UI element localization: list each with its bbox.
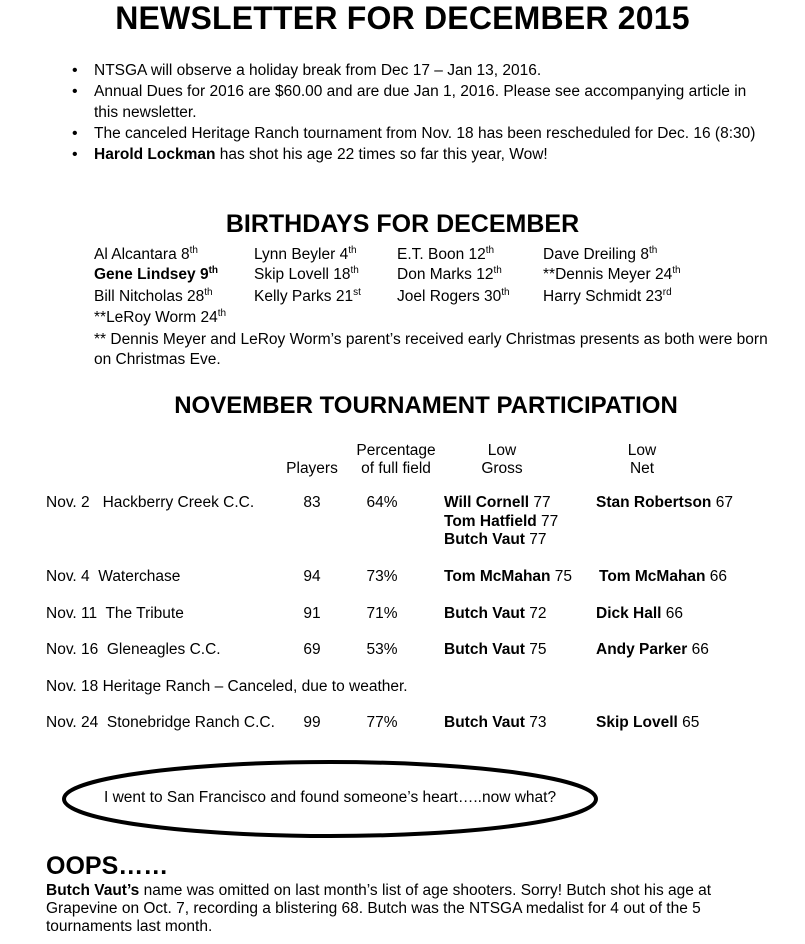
- birthday-name: Don Marks 12: [397, 266, 494, 283]
- player-name: Butch Vaut: [444, 531, 525, 548]
- canceled-note: Nov. 18 Heritage Ranch – Canceled, due to weather.: [46, 678, 408, 695]
- score: 75: [550, 568, 573, 585]
- score: 77: [536, 512, 559, 530]
- player-name: Tom McMahan: [444, 568, 551, 585]
- player-name: Butch Vaut: [444, 714, 525, 731]
- players-header: Players: [286, 460, 338, 477]
- event-cell: Nov. 16 Gleneagles C.C.: [46, 641, 221, 658]
- low-net-cell: [596, 714, 699, 732]
- player-name: Will Cornell: [444, 494, 530, 511]
- score: 66: [687, 641, 709, 658]
- low-gross-cell: [444, 641, 547, 659]
- birthday-note: ** Dennis Meyer and LeRoy Worm’s parent’s received early Christmas presents as both were born on Christmas Eve.: [94, 331, 768, 368]
- birthday-name: Joel Rogers 30: [397, 288, 502, 305]
- ordinal-suffix: th: [672, 264, 681, 276]
- percentage-cell: 73%: [366, 568, 398, 585]
- percentage-cell: 71%: [366, 605, 398, 622]
- player-name: Tom Hatfield: [444, 512, 537, 530]
- ordinal-suffix: th: [208, 264, 219, 276]
- player-name: Stan Robertson: [596, 494, 712, 511]
- oops-body: Butch Vaut’s name was omitted on last month’s list of age shooters. Sorry! Butch shot his age at Grapevine on Oct. 7, recording a blistering 68. Butch was the NTSGA medalist for 4 out of the 5 tournaments last month.: [46, 882, 712, 935]
- event-cell: Nov. 2 Hackberry Creek C.C.: [46, 494, 255, 511]
- birthday-name: Skip Lovell 18: [254, 266, 351, 283]
- birthday-entry: [397, 288, 510, 306]
- ordinal-suffix: th: [501, 286, 510, 298]
- birthday-entry: [254, 246, 357, 264]
- birthday-name: **Dennis Meyer 24: [543, 266, 673, 283]
- player-name: Tom McMahan: [599, 568, 706, 585]
- low-gross-cell: [444, 513, 558, 531]
- birthdays-heading: BIRTHDAYS FOR DECEMBER: [225, 210, 580, 238]
- announcement-item: • NTSGA will observe a holiday break from Dec 17 – Jan 13, 2016.: [72, 60, 762, 81]
- announcement-item: • The canceled Heritage Ranch tournament from Nov. 18 has been rescheduled for Dec. 16 (8:30): [72, 123, 762, 144]
- event-cell: Nov. 11 The Tribute: [46, 605, 184, 622]
- percentage-cell: 64%: [366, 494, 398, 511]
- ordinal-suffix: th: [348, 244, 357, 256]
- birthday-entry: [543, 266, 681, 284]
- oops-heading: OOPS……: [46, 852, 169, 880]
- low-gross-cell: [444, 605, 547, 623]
- ordinal-suffix: st: [353, 286, 361, 298]
- players-cell: 83: [303, 494, 321, 511]
- birthday-name: Al Alcantara 8: [94, 246, 190, 263]
- event-cell: Nov. 4 Waterchase: [46, 568, 181, 585]
- percentage-cell: 77%: [366, 714, 398, 731]
- ordinal-suffix: th: [204, 286, 213, 298]
- low-net-cell: [596, 605, 683, 623]
- score: 75: [524, 641, 547, 658]
- birthday-entry: [94, 309, 226, 327]
- low-net-cell: [599, 568, 727, 586]
- low-net-header: Low Net: [627, 442, 657, 477]
- low-gross-cell: [444, 494, 551, 512]
- birthday-entry: [397, 266, 502, 284]
- birthday-name: Lynn Beyler 4: [254, 246, 349, 263]
- birthday-entry: [94, 246, 198, 264]
- score: 66: [705, 568, 728, 585]
- low-gross-cell: [444, 568, 572, 586]
- newsletter-title: NEWSLETTER FOR DECEMBER 2015: [115, 0, 690, 36]
- score: 77: [529, 494, 551, 511]
- birthday-entry: [543, 246, 657, 264]
- birthday-entry: [543, 288, 672, 306]
- score: 66: [661, 605, 684, 622]
- birthday-entry: [254, 288, 361, 306]
- low-net-cell: [596, 641, 709, 659]
- score: 72: [524, 605, 547, 622]
- ordinal-suffix: th: [350, 264, 359, 276]
- low-gross-cell: [444, 531, 547, 549]
- birthday-name: **LeRoy Worm 24: [94, 309, 218, 326]
- player-name: Skip Lovell: [596, 714, 678, 731]
- low-gross-header: Low Gross: [481, 442, 523, 477]
- announcement-item: • Annual Dues for 2016 are $60.00 and are due Jan 1, 2016. Please see accompanying article in this newsletter.: [72, 81, 762, 123]
- percentage-header: Percentage of full field: [356, 442, 436, 477]
- low-gross-cell: [444, 714, 547, 732]
- birthday-name: Harry Schmidt 23: [543, 288, 663, 305]
- birthday-entry: [397, 246, 494, 264]
- announcement-item: • Harold Lockman has shot his age 22 times so far this year, Wow!: [72, 144, 762, 165]
- birthday-entry: [254, 266, 359, 284]
- ordinal-suffix: th: [648, 244, 658, 256]
- ordinal-suffix: th: [493, 264, 502, 276]
- score: 65: [677, 714, 700, 731]
- birthday-entry: [94, 288, 213, 306]
- low-net-cell: [596, 494, 733, 512]
- ordinal-suffix: rd: [662, 286, 672, 298]
- player-name: Dick Hall: [596, 605, 662, 622]
- score: 73: [524, 714, 547, 731]
- birthday-name: Dave Dreiling 8: [543, 246, 649, 263]
- player-name: Butch Vaut: [444, 641, 525, 658]
- percentage-cell: 53%: [366, 641, 398, 658]
- event-cell: Nov. 24 Stonebridge Ranch C.C.: [46, 714, 275, 731]
- birthday-entry: [94, 266, 218, 284]
- birthday-name: Bill Nitcholas 28: [94, 288, 205, 305]
- birthday-name: E.T. Boon 12: [397, 246, 486, 263]
- announcement-list: [72, 60, 762, 165]
- players-cell: 91: [303, 605, 321, 622]
- players-cell: 94: [303, 568, 321, 585]
- ordinal-suffix: th: [485, 244, 495, 256]
- joke-text: I went to San Francisco and found someone’s heart…..now what?: [104, 789, 557, 806]
- players-cell: 69: [303, 641, 321, 658]
- tournament-heading: NOVEMBER TOURNAMENT PARTICIPATION: [174, 392, 678, 419]
- players-cell: 99: [303, 714, 321, 731]
- birthday-name: Kelly Parks 21: [254, 288, 354, 305]
- score: 67: [711, 494, 733, 511]
- player-name: Butch Vaut: [444, 605, 525, 622]
- birthday-name: Gene Lindsey 9: [94, 266, 209, 283]
- ordinal-suffix: th: [217, 307, 227, 319]
- score: 77: [524, 531, 547, 548]
- player-name: Andy Parker: [596, 641, 688, 658]
- ordinal-suffix: th: [189, 244, 198, 256]
